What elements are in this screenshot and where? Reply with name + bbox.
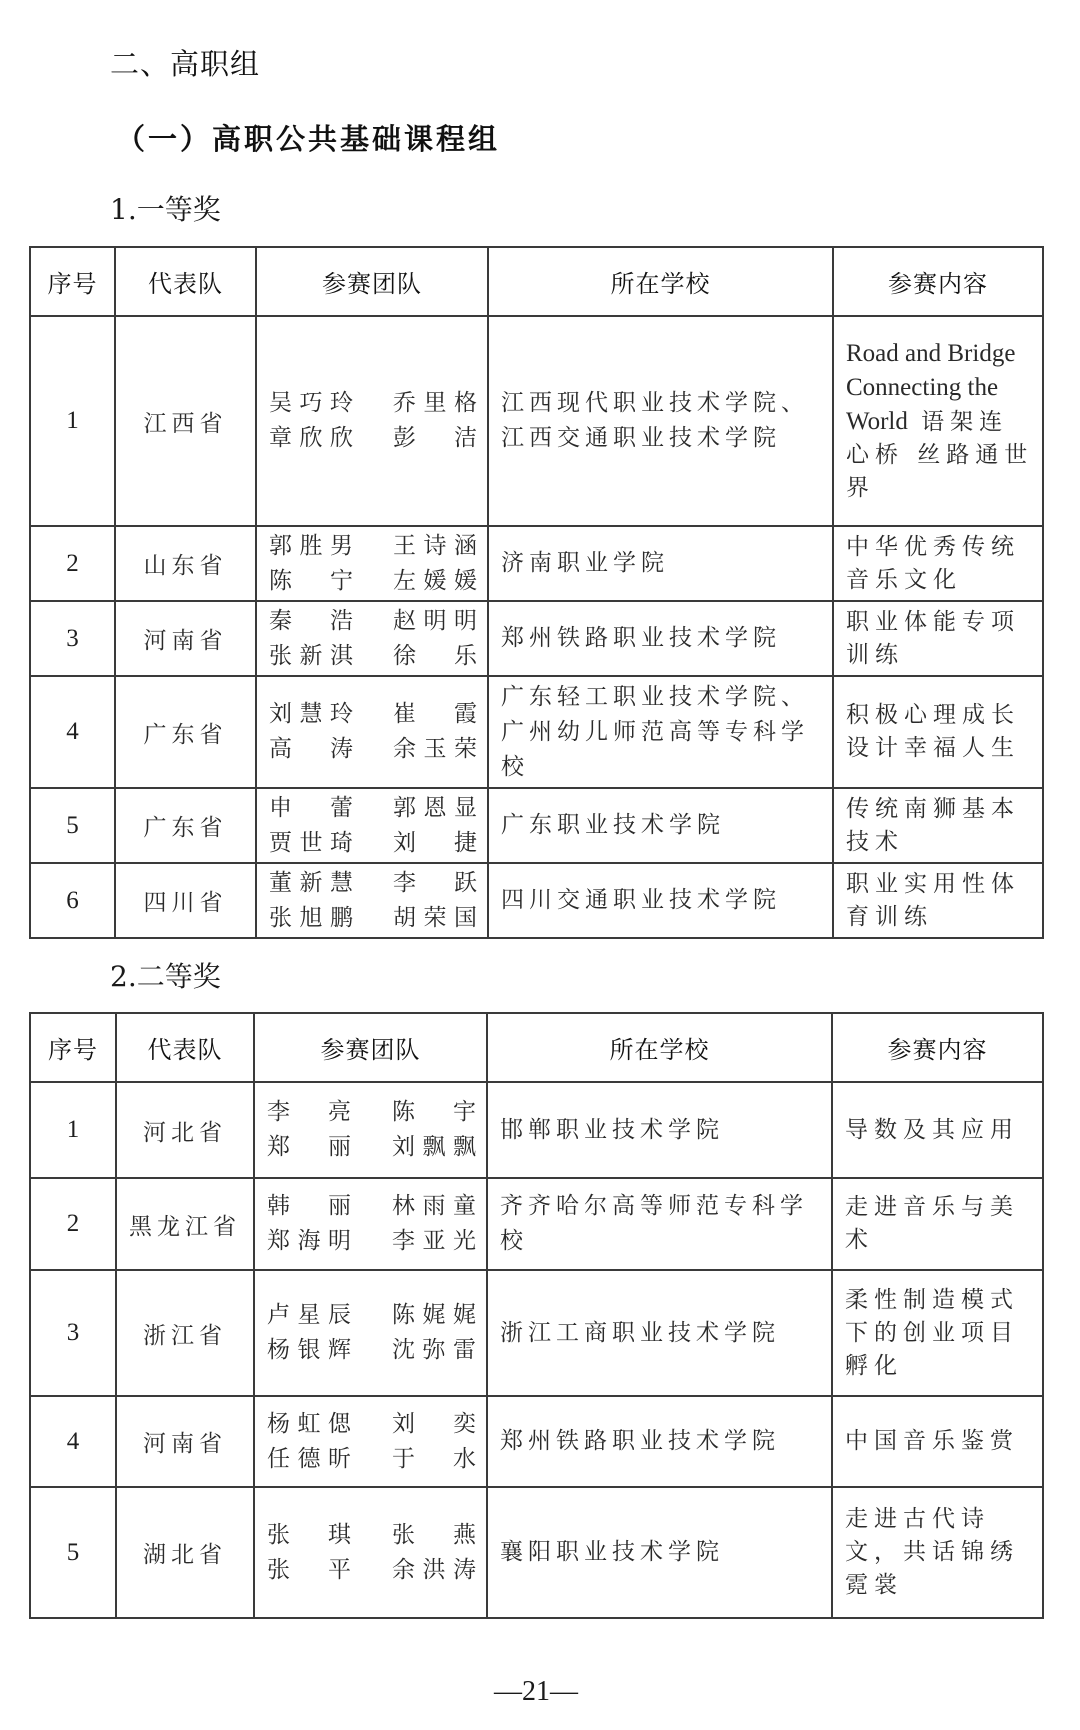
table-header-row: [30, 247, 1043, 316]
team-members: [269, 386, 477, 456]
subsection-title: （一）高职公共基础课程组: [116, 122, 501, 156]
team-member-name: 韩 丽: [267, 1193, 351, 1219]
team-members: [267, 1518, 476, 1588]
team-member-name: 乔 里 格: [393, 390, 477, 416]
team-member-name: 张 琪: [267, 1521, 351, 1548]
table-row: [30, 676, 1043, 788]
cell-province: 河南省: [115, 601, 256, 676]
team-member-line: [269, 529, 477, 564]
award-title-first: 1.一等奖: [110, 193, 221, 226]
cell-no: 4: [30, 676, 115, 788]
header-team: 参赛团队: [256, 247, 488, 316]
cell-team: [256, 316, 488, 526]
team-member-name: 王 诗 涵: [393, 532, 477, 559]
team-member-name: 陈 宁: [269, 567, 353, 594]
team-member-name: 郭 胜 男: [269, 532, 353, 559]
cell-content: Road and Bridge Connecting the World 语架连心桥 丝路通世界: [833, 316, 1043, 526]
cell-no: 5: [30, 1487, 116, 1618]
cell-no: 3: [30, 1270, 116, 1396]
team-member-name: 李 亮: [267, 1099, 351, 1125]
cell-team: [256, 863, 488, 938]
header-province: 代表队: [115, 247, 256, 316]
team-member-line: [267, 1553, 476, 1588]
team-member-line: [269, 732, 477, 767]
cell-school: 邯郸职业技术学院: [487, 1082, 832, 1178]
team-member-line: [269, 604, 477, 639]
team-member-line: [269, 826, 477, 861]
cell-content: 走进古代诗文，共话锦绣霓裳: [832, 1487, 1043, 1618]
team-member-name: 秦 浩: [269, 607, 353, 634]
award-title-second: 2.二等奖: [110, 960, 221, 993]
team-member-line: [269, 697, 477, 732]
team-member-name: 郑 海 明: [267, 1228, 351, 1254]
table-row: [30, 863, 1043, 938]
cell-team: [254, 1270, 487, 1396]
team-member-line: [269, 386, 477, 421]
team-member-name: 任 德 昕: [267, 1445, 351, 1472]
cell-team: [254, 1178, 487, 1270]
team-member-line: [269, 901, 477, 936]
header-no: 序号: [30, 1013, 116, 1082]
cell-no: 6: [30, 863, 115, 938]
team-member-name: 杨 银 辉: [267, 1337, 351, 1363]
team-member-name: 刘 飘 飘: [392, 1134, 476, 1160]
team-members: [267, 1189, 476, 1259]
cell-school: 齐齐哈尔高等师范专科学校: [487, 1178, 832, 1270]
team-member-line: [267, 1407, 476, 1442]
cell-content: 积极心理成长设计幸福人生: [833, 676, 1043, 788]
team-member-line: [269, 564, 477, 599]
cell-province: 山东省: [115, 526, 256, 601]
section-title: 二、高职组: [110, 47, 261, 81]
cell-school: 郑州铁路职业技术学院: [487, 1396, 832, 1487]
team-member-line: [269, 791, 477, 826]
cell-content: 中华优秀传统音乐文化: [833, 526, 1043, 601]
team-member-line: [267, 1189, 476, 1224]
cell-province: 广东省: [115, 788, 256, 863]
team-member-name: 郭 恩 显: [393, 794, 477, 821]
cell-content: 走进音乐与美术: [832, 1178, 1043, 1270]
team-member-name: 杨 虹 偲: [267, 1410, 351, 1437]
table-row: [30, 1178, 1043, 1270]
cell-province: 广东省: [115, 676, 256, 788]
cell-province: 黑龙江省: [116, 1178, 254, 1270]
cell-province: 湖北省: [116, 1487, 254, 1618]
team-members: [269, 791, 477, 861]
header-province: 代表队: [116, 1013, 254, 1082]
team-members: [267, 1298, 476, 1368]
team-members: [267, 1095, 476, 1165]
team-member-name: 陈 娓 娓: [392, 1302, 476, 1328]
team-member-name: 张 新 淇: [269, 642, 353, 669]
team-members: [269, 866, 477, 936]
cell-team: [256, 601, 488, 676]
team-member-name: 彭 洁: [393, 425, 477, 451]
table-row: [30, 1082, 1043, 1178]
cell-team: [254, 1082, 487, 1178]
team-member-name: 高 涛: [269, 736, 353, 762]
team-member-name: 李 亚 光: [392, 1228, 476, 1254]
award-table-second: [29, 1012, 1044, 1619]
team-member-name: 徐 乐: [393, 642, 477, 669]
cell-province: 江西省: [115, 316, 256, 526]
team-members: [269, 604, 477, 674]
cell-team: [256, 788, 488, 863]
cell-school: 广东轻工职业技术学院、广州幼儿师范高等专科学校: [488, 676, 833, 788]
team-member-name: 于 水: [392, 1445, 476, 1472]
cell-no: 2: [30, 526, 115, 601]
team-member-line: [269, 421, 477, 456]
cell-team: [254, 1396, 487, 1487]
team-member-name: 贾 世 琦: [269, 829, 353, 856]
team-member-line: [267, 1518, 476, 1553]
cell-no: 5: [30, 788, 115, 863]
table-row: [30, 316, 1043, 526]
team-member-name: 董 新 慧: [269, 869, 353, 896]
cell-school: 浙江工商职业技术学院: [487, 1270, 832, 1396]
team-members: [269, 697, 477, 767]
cell-no: 1: [30, 316, 115, 526]
team-member-name: 崔 霞: [393, 701, 477, 727]
header-content: 参赛内容: [832, 1013, 1043, 1082]
team-member-line: [267, 1333, 476, 1368]
page-number: —21—: [494, 1676, 578, 1707]
cell-no: 4: [30, 1396, 116, 1487]
cell-province: 河北省: [116, 1082, 254, 1178]
team-member-line: [267, 1095, 476, 1130]
cell-content: 导数及其应用: [832, 1082, 1043, 1178]
table-row: [30, 1270, 1043, 1396]
cell-team: [256, 526, 488, 601]
team-members: [269, 529, 477, 599]
header-school: 所在学校: [487, 1013, 832, 1082]
team-member-name: 林 雨 童: [392, 1193, 476, 1219]
cell-no: 1: [30, 1082, 116, 1178]
team-member-name: 左 媛 媛: [393, 567, 477, 594]
award-table-first: [29, 246, 1044, 939]
cell-school: 济南职业学院: [488, 526, 833, 601]
cell-school: 襄阳职业技术学院: [487, 1487, 832, 1618]
table-row: [30, 1487, 1043, 1618]
cell-school: 郑州铁路职业技术学院: [488, 601, 833, 676]
team-member-name: 余 洪 涛: [392, 1556, 476, 1583]
team-member-line: [267, 1298, 476, 1333]
team-member-line: [267, 1442, 476, 1477]
team-member-name: 申 蕾: [269, 794, 353, 821]
team-member-name: 郑 丽: [267, 1134, 351, 1160]
cell-province: 河南省: [116, 1396, 254, 1487]
table-row: [30, 788, 1043, 863]
team-member-name: 余 玉 荣: [393, 736, 477, 762]
table-row: [30, 526, 1043, 601]
team-member-name: 刘 慧 玲: [269, 701, 353, 727]
table-row: [30, 1396, 1043, 1487]
team-member-line: [267, 1224, 476, 1259]
team-member-line: [267, 1130, 476, 1165]
team-member-name: 陈 宇: [392, 1099, 476, 1125]
cell-content: 柔性制造模式下的创业项目孵化: [832, 1270, 1043, 1396]
cell-school: 江西现代职业技术学院、江西交通职业技术学院: [488, 316, 833, 526]
team-member-name: 吴 巧 玲: [269, 390, 353, 416]
cell-school: 广东职业技术学院: [488, 788, 833, 863]
team-member-name: 张 旭 鹏: [269, 904, 353, 931]
team-member-line: [269, 639, 477, 674]
cell-province: 浙江省: [116, 1270, 254, 1396]
cell-team: [254, 1487, 487, 1618]
team-member-name: 章 欣 欣: [269, 425, 353, 451]
team-member-name: 张 平: [267, 1556, 351, 1583]
header-content: 参赛内容: [833, 247, 1043, 316]
header-school: 所在学校: [488, 247, 833, 316]
header-team: 参赛团队: [254, 1013, 487, 1082]
team-member-name: 张 燕: [392, 1521, 476, 1548]
cell-school: 四川交通职业技术学院: [488, 863, 833, 938]
cell-no: 3: [30, 601, 115, 676]
cell-content: 传统南狮基本技术: [833, 788, 1043, 863]
team-members: [267, 1407, 476, 1477]
team-member-name: 胡 荣 国: [393, 904, 477, 931]
cell-content: 职业实用性体育训练: [833, 863, 1043, 938]
team-member-name: 沈 弥 雷: [392, 1337, 476, 1363]
cell-content: 职业体能专项训练: [833, 601, 1043, 676]
team-member-line: [269, 866, 477, 901]
team-member-name: 刘 奕: [392, 1410, 476, 1437]
header-no: 序号: [30, 247, 115, 316]
team-member-name: 赵 明 明: [393, 607, 477, 634]
table-header-row: [30, 1013, 1043, 1082]
team-member-name: 李 跃: [393, 869, 477, 896]
cell-province: 四川省: [115, 863, 256, 938]
team-member-name: 卢 星 辰: [267, 1302, 351, 1328]
cell-team: [256, 676, 488, 788]
cell-content: 中国音乐鉴赏: [832, 1396, 1043, 1487]
team-member-name: 刘 捷: [393, 829, 477, 856]
table-row: [30, 601, 1043, 676]
cell-no: 2: [30, 1178, 116, 1270]
